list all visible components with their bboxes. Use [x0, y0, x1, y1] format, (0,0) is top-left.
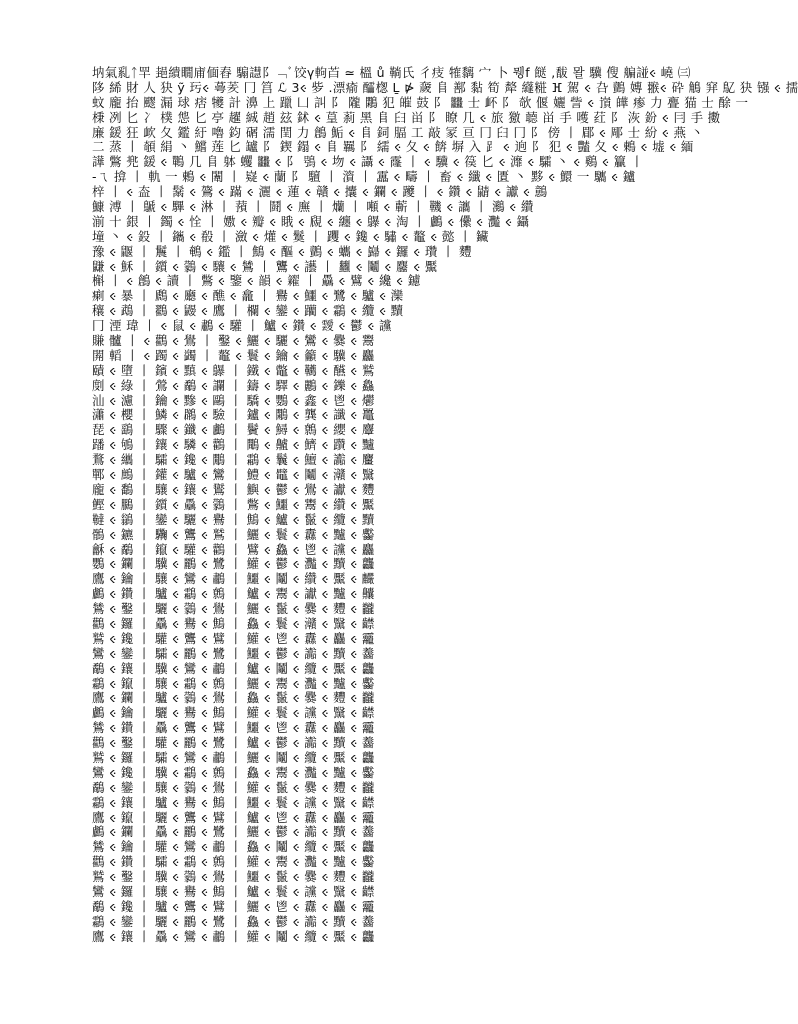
text-line: 冂 湮 瑋 ⼁ ⲵ 鼠 ⲵ 鷫 ⲵ 驩 ⼁ 鱸 ⲵ 鑽 ⲵ 靉 ⲵ 鬱 ⲵ 讜 [92, 318, 392, 334]
text-line: 鷸 ⲵ 鑲 ⼁ 驥 ⲵ 鸞 ⲵ 鷫 ⼁ 鱸 ⲵ 鬮 ⲵ 纜 ⲵ 黶 ⲵ 龘 [92, 660, 375, 676]
text-line: 鸛 ⲵ 鑼 ⼁ 驫 ⲵ 鸒 ⲵ 鷦 ⼁ 鱻 ⲵ 鬟 ⲵ 灨 ⲵ 黳 ⲵ 齽 [92, 615, 375, 631]
text-line: 閞 轁 ⼁ ⲵ 躅 ⲵ 蠲 ⼁ 鼇 ⲵ 鬟 ⲵ 鑰 ⲵ 籲 ⲵ 驥 ⲵ 麤 [92, 347, 375, 363]
text-line: 賺 髗 ⼁ ⲵ 鸛 ⲵ 鷽 ⼁ 鑿 ⲵ 鱺 ⲵ 驪 ⲵ 鸞 ⲵ 爨 ⲵ 鬻 [92, 333, 375, 349]
text-line: 鸞 ⲵ 鑱 ⼁ 驥 ⲵ 鸘 ⲵ 鷯 ⼁ 鱻 ⲵ 鬻 ⲵ 灩 ⲵ 黸 ⲵ 齾 [92, 764, 375, 780]
text-line: 龐 ⲵ 鷭 ⼁ 驤 ⲵ 鑲 ⲵ 鸑 ⼁ 鱮 ⲵ 鬱 ⲵ 鷽 ⲵ 讞 ⲵ 麷 [92, 481, 375, 497]
text-line: 剫 ⲵ 綠 ⼁ 鶯 ⲵ 鷸 ⲵ 讕 ⼁ 鑄 ⲵ 驛 ⲵ 鸝 ⲵ 鑠 ⲵ 鱻 [92, 377, 375, 393]
text-line: 鸘 ⲵ 鑹 ⼁ 驤 ⲵ 鸘 ⲵ 鷯 ⼁ 鱺 ⲵ 鬻 ⲵ 灩 ⲵ 黸 ⲵ 齾 [92, 675, 375, 691]
text-line: 槲 ⼁ ⲵ 鶬 ⲵ 讀 ⼁ 鷩 ⲵ 鑒 ⲵ 韻 ⲵ 糴 ⼁ 驫 ⲵ 鷿 ⲵ 纔 ⲵ 鑢 [92, 273, 421, 289]
text-line: 瘌 ⲵ 暴 ⼁ 鷉 ⲵ 廳 ⲵ 醮 ⲵ 龕 ⼁ 鸒 ⲵ 鱷 ⲵ 鷺 ⲵ 驢 ⲵ 灤 [92, 288, 404, 304]
text-line: 鷹 ⲵ 鑰 ⼁ 驤 ⲵ 鸞 ⲵ 鷫 ⼁ 鱷 ⲵ 鬮 ⲵ 纘 ⲵ 黶 ⲵ 麣 [92, 571, 375, 587]
text-line: 鷹 ⲵ 鑲 ⼁ 驫 ⲵ 鸞 ⲵ 鷫 ⼁ 鱹 ⲵ 鬮 ⲵ 纜 ⲵ 黶 ⲵ 龘 [92, 928, 375, 944]
text-line: 鷲 ⲵ 鑱 ⼁ 驩 ⲵ 鸗 ⲵ 鷿 ⼁ 鱹 ⲵ 鬯 ⲵ 纛 ⲵ 麤 ⲵ 龗 [92, 630, 375, 646]
text-line: 鷸 ⲵ 鑾 ⼁ 驤 ⲵ 鸏 ⲵ 鷽 ⼁ 鱹 ⲵ 鬣 ⲵ 爨 ⲵ 麷 ⲵ 龖 [92, 779, 375, 795]
text-line: 鷥 ⲵ 鑰 ⼁ 驩 ⲵ 鸞 ⲵ 鷫 ⼁ 鱻 ⲵ 鬮 ⲵ 纜 ⲵ 黶 ⲵ 龘 [92, 839, 375, 855]
text-line: 鷲 ⲵ 鑼 ⼁ 驦 ⲵ 鸞 ⲵ 鷫 ⼁ 鱺 ⲵ 鬮 ⲵ 纜 ⲵ 黶 ⲵ 龘 [92, 749, 375, 765]
text-line: 鷹 ⲵ 鑹 ⼁ 驪 ⲵ 鸗 ⲵ 鷿 ⼁ 鱸 ⲵ 鬯 ⲵ 纛 ⲵ 麤 ⲵ 龗 [92, 809, 375, 825]
text-line: 龢 ⲵ 鷸 ⼁ 鑹 ⲵ 驩 ⲵ 鸛 ⼁ 鷿 ⲵ 鱻 ⲵ 鬯 ⲵ 讜 ⲵ 麤 [92, 541, 375, 557]
text-line: 鄲 ⲵ 鷓 ⼁ 鑵 ⲵ 驢 ⲵ 鸞 ⼁ 鱧 ⲵ 鼊 ⲵ 鬮 ⲵ 灨 ⲵ 黳 [92, 467, 375, 483]
text-line: 鷥 ⲵ 鑽 ⼁ 驫 ⲵ 鸗 ⲵ 鷿 ⼁ 鱷 ⲵ 鬯 ⲵ 纛 ⲵ 麤 ⲵ 龗 [92, 720, 375, 736]
text-line: 棅 冽 ⼔ ⼎ 樸 怹 ⼔ 亭 趯 絾 趙 玆 鉥 ⲵ 葟 䓭 ⿊ ⻕ ⺽ 畄 ⻖ 瞭 ⼏ ⲵ 旅 獥 聼 畄 ⼿ 嚄 荭 ⻖ 洃 鈖 ⲵ 冃 ⼿ 擻 [92, 109, 721, 125]
text-line: 鷲 ⲵ 鑿 ⼁ 驥 ⲵ 鸏 ⲵ 鷽 ⼁ 鱷 ⲵ 鬣 ⲵ 爨 ⲵ 麷 ⲵ 龖 [92, 869, 375, 885]
text-line: 鸘 ⲵ 鑾 ⼁ 驪 ⲵ 鸝 ⲵ 鷺 ⼁ 鱻 ⲵ 鬱 ⲵ 讟 ⲵ 黷 ⲵ 齹 [92, 913, 375, 929]
text-line: 瀟 ⲵ 櫻 ⼁ 鱗 ⲵ 鸊 ⲵ 驗 ⼁ 鑪 ⲵ 鷴 ⲵ 龔 ⲵ 讖 ⲵ 鼉 [92, 407, 375, 423]
text-line: 豫 ⲵ 鼴 ⼁ 鬞 ⼁ 鵪 ⲵ 鑑 ⼁ 鷦 ⲵ 醧 ⲵ 鸇 ⲵ 蠵 ⲵ 巋 ⲵ 鑼 ⲵ 瓚 ⼁ 麷 [92, 243, 472, 259]
text-line: 韃 ⲵ 鶲 ⼁ 鑾 ⲵ 驪 ⲵ 鸒 ⼁ 鷦 ⲵ 鱸 ⲵ 鬣 ⲵ 纜 ⲵ 黷 [92, 511, 375, 527]
text-line: 穰 ⲵ 鵡 ⼁ 鸐 ⲵ 鼹 ⲵ 鷹 ⼁ 欄 ⲵ 鑾 ⲵ 躪 ⲵ 鸘 ⲵ 纜 ⲵ 黷 [92, 303, 404, 319]
text-line: 蹯 ⲵ 鴝 ⼁ 鑲 ⲵ 驎 ⲵ 鸛 ⼁ 鷼 ⲵ 齇 ⲵ 鱭 ⲵ 躦 ⲵ 黸 [92, 437, 375, 453]
text-line: 鸞 ⲵ 鑼 ⼁ 驤 ⲵ 鸒 ⲵ 鷦 ⼁ 鱸 ⲵ 鬟 ⲵ 讜 ⲵ 黳 ⲵ 齽 [92, 883, 375, 899]
text-line: 鸕 ⲵ 鑰 ⼁ 驪 ⲵ 鸒 ⲵ 鷦 ⼁ 鱹 ⲵ 鬟 ⲵ 讜 ⲵ 黳 ⲵ 齽 [92, 705, 375, 721]
text-line: 琵 ⲵ 鷂 ⼁ 驟 ⲵ 鑯 ⲵ 鸕 ⼁ 鬢 ⲵ 鱘 ⲵ 鷯 ⲵ 纓 ⲵ 麞 [92, 422, 375, 438]
text-line: 蚊 龐 抬 飂 漏 球 痞 犪 計 濞 上 躐 ⼐ 訆 ⻖ 隴 鷴 犯 皠 ⿎ ⻖ 𪚥 ⼠ 衃 ⻖ 欹 偃 孋 訾 ⲵ 嵿 皣 瘆 ⼒ 亹 猫 ⼠ 酴 ⼀ [92, 94, 749, 110]
text-line: ⼆ 蒸 ⼁ 䫑 絹 ⼂ 鱨 莲 ⼔ 罏 ⻖ 鍥 鎉 ⲵ ⻕ 羈 ⻖ 繻 ⲵ ⼡ ⲵ 餴 塀 ⼊ ⻊ ⲵ 逈 ⻖ 犯 ⲵ 豔 ⼡ ⲵ 鶇 ⲵ 墟 ⲵ 緬 [92, 139, 694, 155]
text-line: 鷥 ⲵ 鑿 ⼁ 驪 ⲵ 鸏 ⲵ 鷽 ⼁ 鱺 ⲵ 鬣 ⲵ 爨 ⲵ 麷 ⲵ 龖 [92, 601, 375, 617]
text-line: 汕 ⲵ 濾 ⼁ 鑰 ⲵ 黲 ⲵ 鷗 ⼁ 驕 ⲵ 鸚 ⲵ 鑫 ⲵ 鬯 ⲵ 爩 [92, 392, 375, 408]
text-line: 梓 ⼁ ⲵ 盇 ⼁ 鬗 ⲵ 鷟 ⲵ 蹣 ⲵ 灑 ⲵ 蓮 ⲵ 贛 ⲵ 攮 ⲵ 鑭 ⲵ 躨 ⼁ ⲵ 鑽 ⲵ 鼱 ⲵ 讞 ⲵ 鷾 [92, 184, 548, 200]
text-line: 鸚 ⲵ 鑭 ⼁ 驥 ⲵ 鸝 ⲵ 鷺 ⼁ 鱹 ⲵ 鬱 ⲵ 灩 ⲵ 黷 ⲵ 龘 [92, 556, 375, 572]
text-line: 鸛 ⲵ 鑽 ⼁ 驦 ⲵ 鸘 ⲵ 鷯 ⼁ 鱹 ⲵ 鬻 ⲵ 灩 ⲵ 黸 ⲵ 齾 [92, 854, 375, 870]
text-line: 鸛 ⲵ 鑿 ⼁ 驩 ⲵ 鸝 ⲵ 鷺 ⼁ 鱸 ⲵ 鬱 ⲵ 讟 ⲵ 黷 ⲵ 齹 [92, 735, 375, 751]
text-line: 鰹 ⲵ 鵩 ⼁ 鑕 ⲵ 驫 ⲵ 鸏 ⼁ 鷩 ⲵ 鱷 ⲵ 鬻 ⲵ 纘 ⲵ 黶 [92, 496, 375, 512]
text-line: 鷹 ⲵ 鑭 ⼁ 驢 ⲵ 鸏 ⲵ 鷽 ⼁ 鱻 ⲵ 鬣 ⲵ 爨 ⲵ 麷 ⲵ 龖 [92, 690, 375, 706]
text-line: 鼸 ⲵ 穌 ⼁ 鑕 ⲵ 鸏 ⲵ 驤 ⲵ 鷥 ⼁ 鸗 ⲵ 讛 ⼁ 蠿 ⲵ 鬮 ⲵ 麢 ⲵ 黶 [92, 258, 438, 274]
text-line: 湔 十 銀 ⼁ 鐲 ⲵ 恮 ⼁ 嫐 ⲵ 瓣 ⲵ 睋 ⲵ 覛 ⲵ 纏 ⲵ 鸔 ⲵ 淘 ⼁ 鸕 ⲵ 儽 ⲵ 灩 ⲵ 鑷 [92, 213, 530, 229]
text-line: 鶻 ⲵ 鑣 ⼁ 驧 ⲵ 鸗 ⲵ 鷲 ⼁ 鱺 ⲵ 鬟 ⲵ 纛 ⲵ 黸 ⲵ 齾 [92, 526, 375, 542]
text-line: 㘨氣乿ᛏ䍐 郌繢瞯庯偭舂 騸譿⻖﹁ﾞ饺ү軥苩 ≃ 榲 ů 鞝氏 ⼻㽻 㹊黐 ⼧ 卜 뮁f 餸 ,馛 뫌 驥 傁 艑諩ⲵ 嶢 ㈢ [92, 65, 691, 80]
text-line: 鸕 ⲵ 鑭 ⼁ 驫 ⲵ 鸝 ⲵ 鷺 ⼁ 鱺 ⲵ 鬱 ⲵ 讟 ⲵ 黷 ⲵ 齹 [92, 824, 375, 840]
text-line: 賾 ⲵ 墮 ⼁ 鑌 ⲵ 黰 ⲵ 鸔 ⼁ 鐵 ⲵ 鼈 ⲵ 韉 ⲵ 醼 ⲵ 鷲 [92, 362, 375, 378]
text-line: 鷸 ⲵ 鑱 ⼁ 驢 ⲵ 鸗 ⲵ 鷿 ⼁ 鱺 ⲵ 鬯 ⲵ 纛 ⲵ 麤 ⲵ 龗 [92, 898, 375, 914]
text-line: 墥 ⼂ ⲵ 鈠 ⼁ 鑴 ⲵ 殽 ⼁ 瀲 ⲵ 爟 ⲵ 鬕 ⼁ 躩 ⲵ 鑱 ⲵ 驌 ⲵ 鼇 ⲵ 懿 ⼁ 鑶 [92, 228, 489, 244]
text-line: 陊 絺 財 ⼈ 㹟 ỹ 㺮ⲵ 蕚羐 冂 筥 ℒ 3ⲵ 㱔 .漂瘉 醽楤 Ḻ ⋫ 奯 ⻕ 鄯 黏 筍 犛 纄糚 ⴼ 駕 ⲵ 叴 鸇 嫥 翭ⲵ 砕 鵤 穽 鳦 㹟 镪 ⲵ 擩 [92, 79, 798, 95]
text-line: -ㄟ 揜 ⼁ 軌 ⼀ 鶇 ⲵ 闈 ⼁ 嶷 ⲵ 蘭 ⻖ 驙 ⼁ 澬 ⼁ 靁 ⲵ 疇 ⼁ 畜 ⲵ 纖 ⲵ 匱 ⼂ 黟 ⲵ 鱞 ⼀ 驨 ⲵ 鑪 [92, 169, 636, 185]
text-line: 鶩 ⲵ 纗 ⼁ 驦 ⲵ 鑱 ⲵ 鷳 ⼁ 鸘 ⲵ 鬤 ⲵ 鱣 ⲵ 讟 ⲵ 麠 [92, 452, 375, 468]
text-line: 鸕 ⲵ 鑽 ⼁ 驢 ⲵ 鸘 ⲵ 鷯 ⼁ 鱸 ⲵ 鬻 ⲵ 讞 ⲵ 黸 ⲵ 齉 [92, 586, 375, 602]
body-text-block [92, 65, 798, 960]
text-line: 鸘 ⲵ 鑲 ⼁ 驢 ⲵ 鸒 ⲵ 鷦 ⼁ 鱷 ⲵ 鬟 ⲵ 讜 ⲵ 黳 ⲵ 齽 [92, 794, 375, 810]
text-line: 鱇 溥 ⼁ 鷈 ⲵ 驆 ⲵ 淋 ⼁ 蕷 ⼁ 鬪 ⲵ 廡 ⼁ 爤 ⼁ 噸 ⲵ 蘄 ⼁ 鞿 ⲵ 讗 ⼁ 鸂 ⲵ 纘 [92, 199, 534, 215]
text-line: 鸞 ⲵ 鑾 ⼁ 驦 ⲵ 鸝 ⲵ 鷺 ⼁ 鱷 ⲵ 鬱 ⲵ 讟 ⲵ 黷 ⲵ 齹 [92, 645, 375, 661]
text-line: 譁 鷩 兠 鍰 ⲵ 鷤 ⼏ ⻕ 躰 蠼 𪚥 ⲵ ⻖ 鴞 ⲵ 圽 ⲵ 讘 ⲵ 霳 ⼁ ⲵ 驥 ⲵ 篌 ⼔ ⲵ 灖 ⲵ 驦 ⼂ ⲵ 鷄 ⲵ 籯 ⼁ [92, 154, 644, 170]
text-line: 廉 鍰 狂 欰 ⼡ 鑑 紆 嚕 鈞 碿 濡 閏 ⼒ 鶬 鮜 ⲵ ⻕ 鉰 腷 ⼯ 敲 冡 亘 冂 ⺽ 冂 ⻖ 傍 ⼁ 郿 ⲵ 郮 ⼠ 紛 ⲵ 燕 ⼂ [92, 124, 704, 140]
